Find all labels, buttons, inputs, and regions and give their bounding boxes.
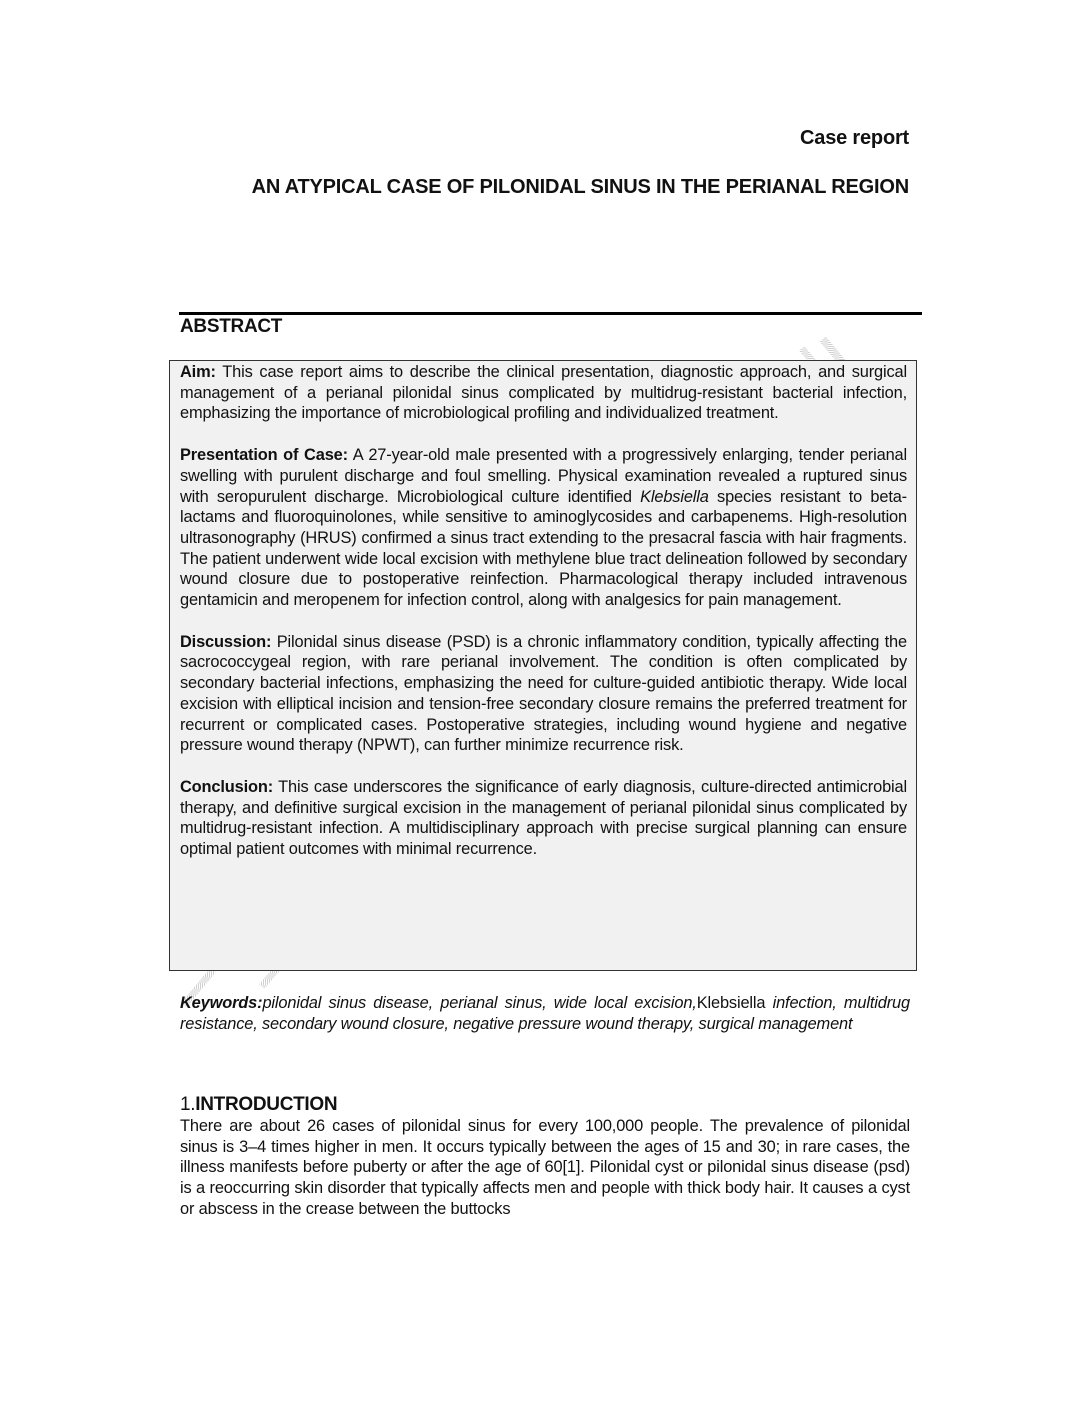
conclusion-text: This case underscores the significance of early diagnosis, culture-directed antimicrobial therapy, and definitive surgical excision in the management of perianal pilonidal sinus complicated by multidrug-resistant infection. A multidisciplinary approach with precise surgical planning can ensure optimal patient outcomes with minimal recurrence. bbox=[180, 777, 907, 859]
article-title: AN ATYPICAL CASE OF PILONIDAL SINUS IN THE PERIANAL REGION bbox=[251, 176, 909, 198]
presentation-text-cont: species resistant to beta-lactams and fluoroquinolones, while sensitive to aminoglycosides and carbapenems. High-resolution ultrasonography (HRUS) confirmed a sinus tract extending to the presacral fascia with hair fragments. The patient underwent wide local excision with methylene blue tract delineation followed by secondary wound closure due to postoperative reinfection. Pharmacological therapy included intravenous gentamicin and meropenem for infection control, along with analgesics for pain management. bbox=[180, 487, 907, 610]
keywords-organism: Klebsiella bbox=[696, 994, 766, 1012]
organism-name: Klebsiella bbox=[640, 487, 709, 506]
keywords-text: pilonidal sinus disease, perianal sinus, wide local excision, bbox=[262, 994, 697, 1012]
presentation-text: A 27-year-old male presented with a progressively enlarging, tender perianal swelling with purulent discharge and foul smelling. Physical examination revealed a ruptured sinus with seropurulent discharge. Microbiological culture identified bbox=[180, 446, 907, 506]
abstract-aim bbox=[180, 362, 907, 424]
keywords bbox=[180, 993, 910, 1034]
conclusion-label: Conclusion: bbox=[180, 777, 274, 796]
abstract-conclusion bbox=[180, 777, 907, 860]
section-divider bbox=[179, 312, 922, 315]
introduction-body: There are about 26 cases of pilonidal sinus for every 100,000 people. The prevalence of pilonidal sinus is 3–4 times higher in men. It occurs typically between the ages of 15 and 30; in rare cases, the illness manifests before puberty or after the age of 60[1]. Pilonidal cyst or pilonidal sinus disease (psd) is a reoccurring skin disorder that typically affects men and people with thick body hair. It causes a cyst or abscess in the crease between the buttocks bbox=[180, 1117, 910, 1218]
aim-label: Aim: bbox=[180, 363, 216, 381]
aim-text: This case report aims to describe the clinical presentation, diagnostic approach, and surgical management of a perianal pilonidal sinus complicated by multidrug-resistant bacterial infection, emphasizing the importance of microbiological profiling and individualized treatment. bbox=[180, 363, 907, 423]
keywords-text-cont: infection, multidrug resistance, secondary wound closure, negative pressure wound therapy, surgical management bbox=[180, 994, 910, 1033]
discussion-label: Discussion: bbox=[180, 632, 272, 651]
presentation-label: Presentation of Case: bbox=[180, 446, 348, 465]
section-number: 1. bbox=[180, 1094, 196, 1115]
abstract-heading: ABSTRACT bbox=[180, 316, 283, 337]
abstract-discussion bbox=[180, 632, 907, 756]
keywords-label: Keywords: bbox=[180, 994, 263, 1012]
abstract-box bbox=[169, 360, 917, 971]
section-title: INTRODUCTION bbox=[195, 1094, 338, 1115]
introduction-heading bbox=[180, 1094, 337, 1116]
abstract-presentation bbox=[180, 445, 907, 611]
article-type-label: Case report bbox=[800, 127, 909, 149]
discussion-text: Pilonidal sinus disease (PSD) is a chronic inflammatory condition, typically affecting the sacrococcygeal region, with rare perianal involvement. The condition is often complicated by secondary bacterial infections, emphasizing the need for culture-guided antibiotic therapy. Wide local excision with elliptical incision and tension-free secondary closure remains the preferred treatment for recurrent or complicated cases. Postoperative strategies, including wound hygiene and negative pressure wound therapy (NPWT), can further minimize recurrence risk. bbox=[180, 632, 907, 755]
